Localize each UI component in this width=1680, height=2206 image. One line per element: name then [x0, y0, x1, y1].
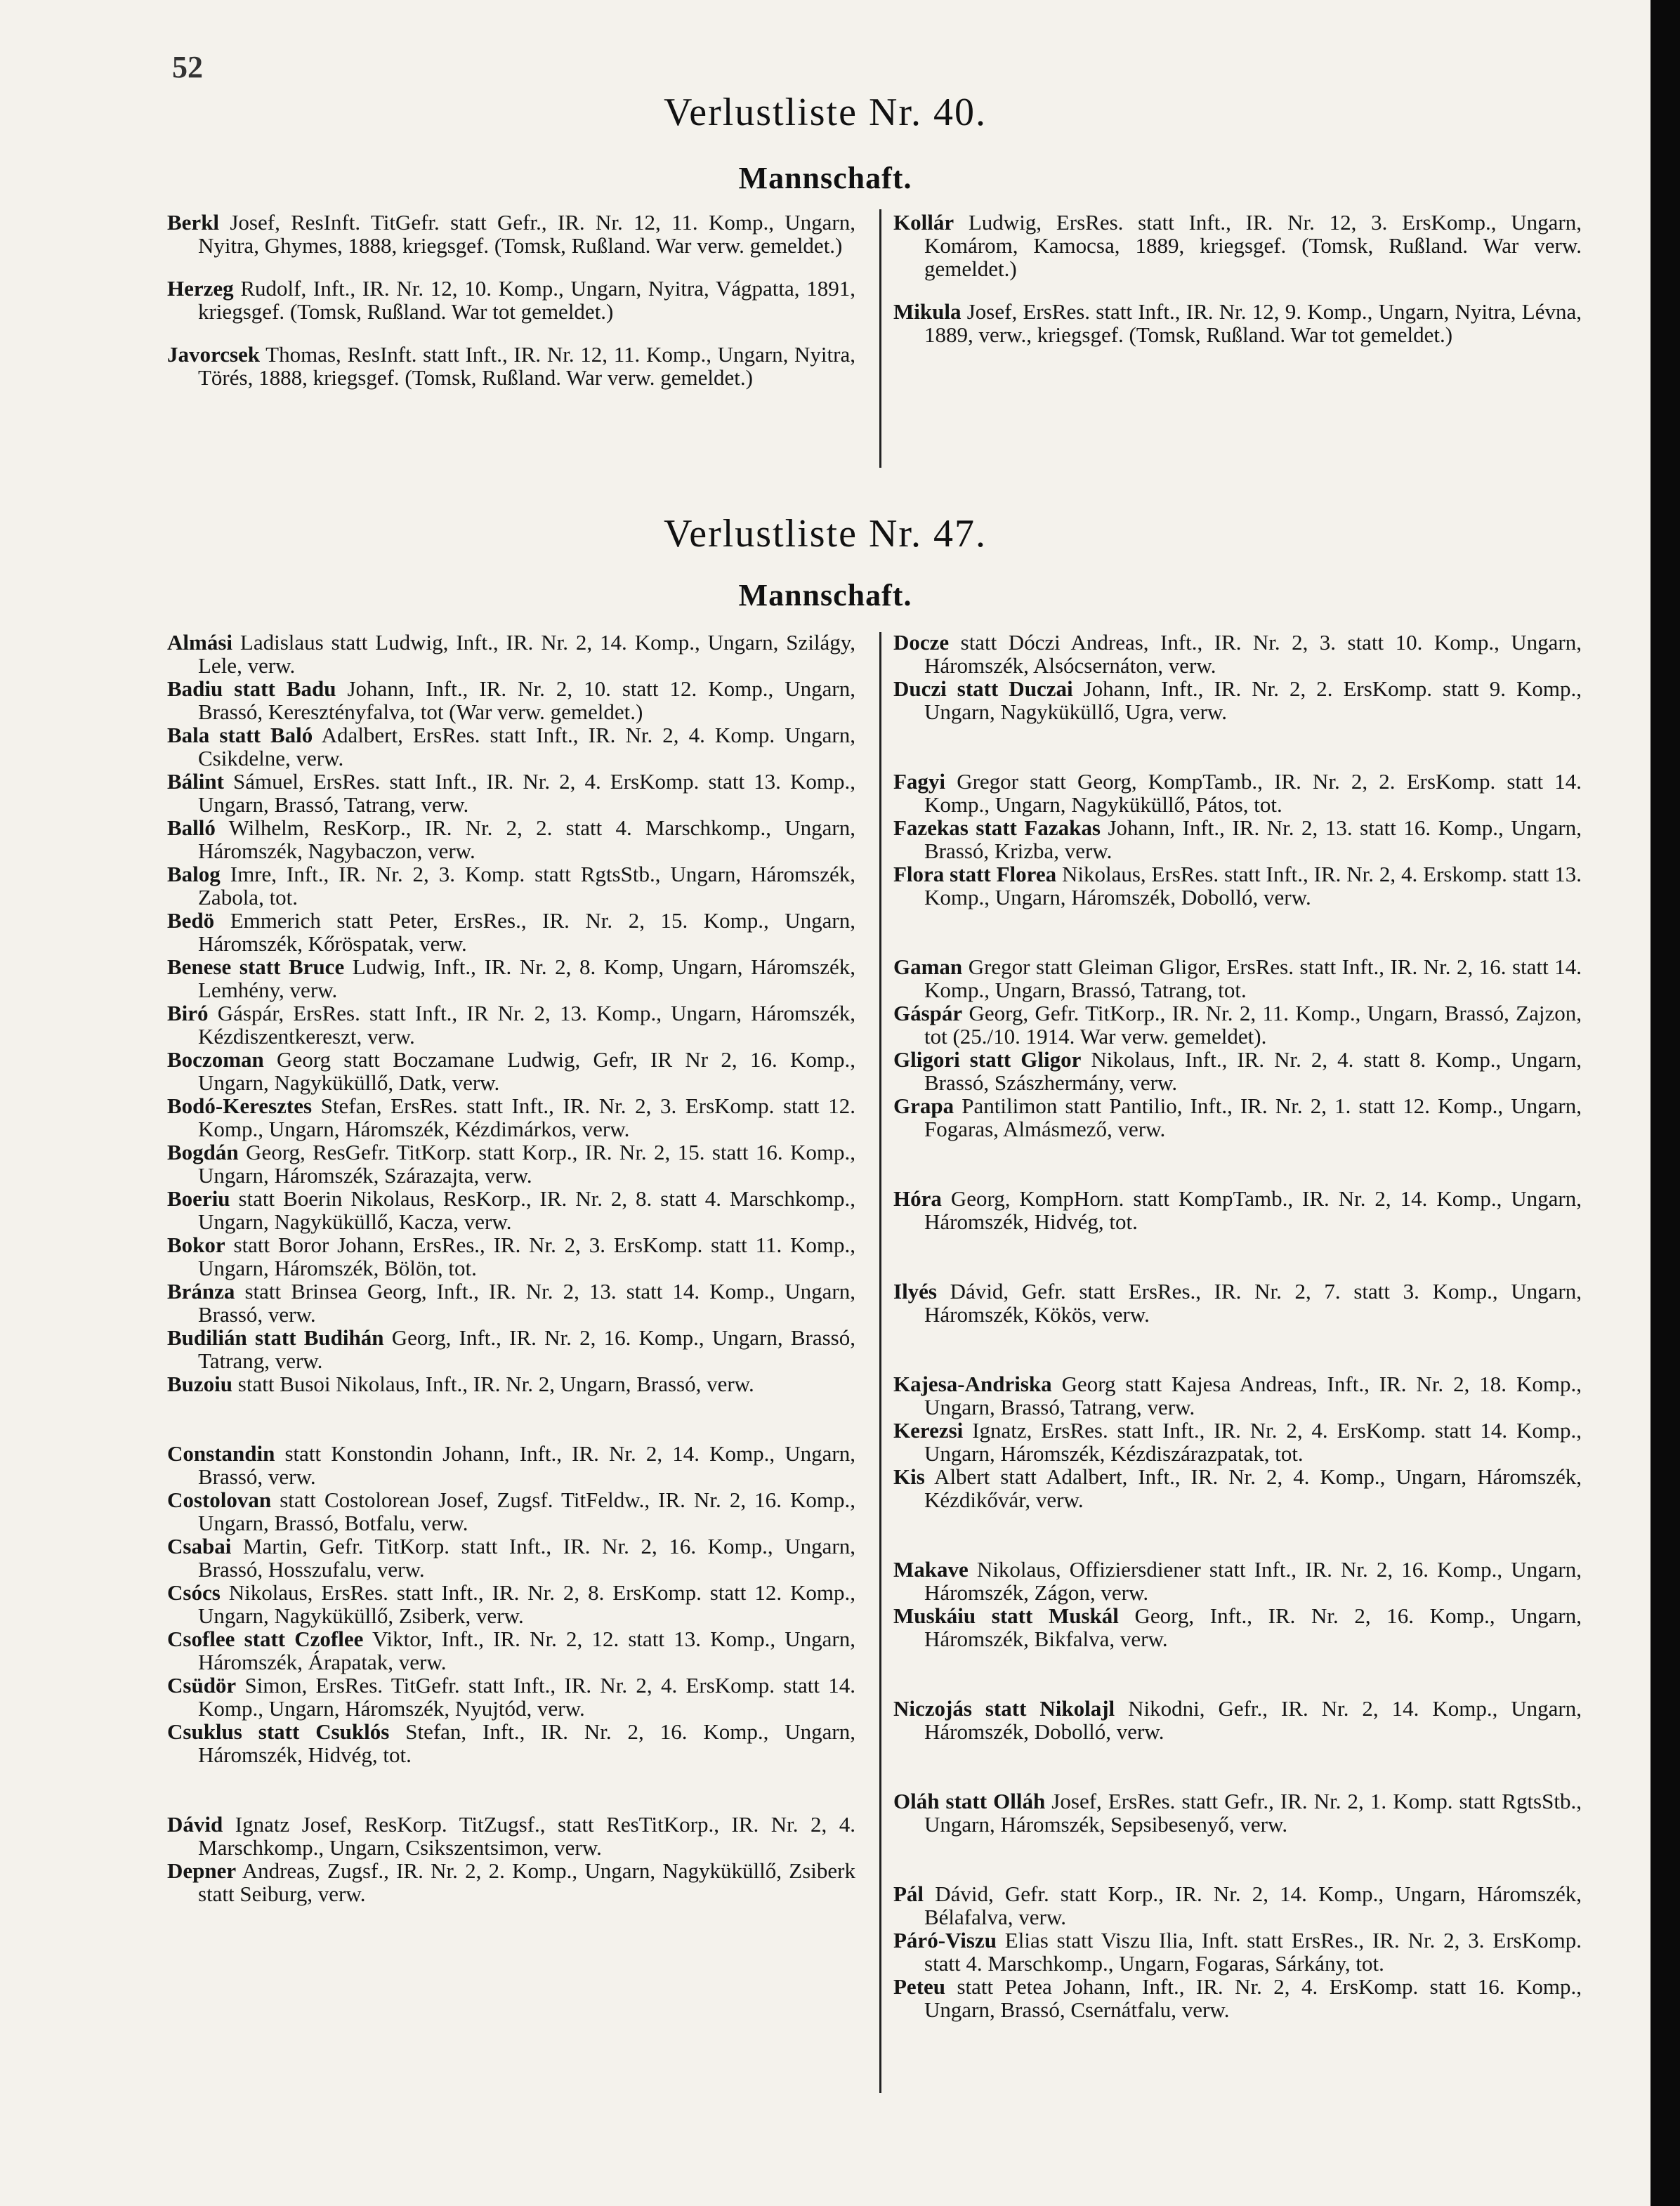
- casualty-name: Almási: [167, 630, 232, 655]
- casualty-details: Stefan, ErsRes. statt Inft., IR. Nr. 2, 3. ErsKomp. statt 12. Komp., Ungarn, Háromszék, Kézdimárkos, verw.: [198, 1094, 855, 1141]
- casualty-entry: [893, 1558, 1582, 1604]
- casualty-name: Budilián statt Budihán: [167, 1325, 384, 1350]
- casualty-entry: [893, 1372, 1582, 1419]
- casualty-entry: [893, 1002, 1582, 1048]
- casualty-entry: [167, 1488, 855, 1535]
- casualty-details: statt Boror Johann, ErsRes., IR. Nr. 2, 3. ErsKomp. statt 11. Komp., Ungarn, Háromszék, Bölön, tot.: [198, 1233, 855, 1280]
- casualty-entry: [167, 1280, 855, 1326]
- casualty-entry: [167, 1187, 855, 1233]
- section-40-left-column: [167, 211, 855, 389]
- casualty-entry: [893, 1604, 1582, 1650]
- casualty-details: Imre, Inft., IR. Nr. 2, 3. Komp. statt RgtsStb., Ungarn, Háromszék, Zabola, tot.: [198, 862, 855, 910]
- casualty-entry: [167, 1326, 855, 1372]
- casualty-entry: [893, 1094, 1582, 1141]
- casualty-entry: [893, 816, 1582, 862]
- casualty-details: Georg, ResGefr. TitKorp. statt Korp., IR. Nr. 2, 15. statt 16. Komp., Ungarn, Háromszék, Szárazajta, verw.: [198, 1140, 855, 1188]
- casualty-details: Stefan, Inft., IR. Nr. 2, 16. Komp., Ungarn, Háromszék, Hidvég, tot.: [198, 1719, 855, 1767]
- casualty-details: Josef, ErsRes. statt Gefr., IR. Nr. 2, 1. Komp. statt RgtsStb., Ungarn, Háromszék, Sepsibesenyő, verw.: [924, 1789, 1582, 1837]
- casualty-details: Georg, KompHorn. statt KompTamb., IR. Nr. 2, 14. Komp., Ungarn, Háromszék, Hidvég, tot.: [924, 1186, 1582, 1234]
- casualty-details: Josef, ResInft. TitGefr. statt Gefr., IR. Nr. 12, 11. Komp., Ungarn, Nyitra, Ghymes, 1888, kriegsgef. (Tomsk, Rußland. War verw. gemeldet.): [198, 210, 855, 258]
- entry-spacer: [893, 1233, 1582, 1280]
- casualty-name: Boczoman: [167, 1047, 264, 1072]
- casualty-entry: [893, 1975, 1582, 2021]
- casualty-name: Csabai: [167, 1534, 232, 1558]
- section-subtitle-40: Mannschaft.: [738, 161, 912, 195]
- entry-spacer: [893, 723, 1582, 770]
- casualty-details: statt Dóczi Andreas, Inft., IR. Nr. 2, 3. statt 10. Komp., Ungarn, Háromszék, Alsócsernáton, verw.: [924, 630, 1582, 678]
- casualty-details: statt Costolorean Josef, Zugsf. TitFeldw., IR. Nr. 2, 16. Komp., Ungarn, Brassó, Botfalu, verw.: [198, 1488, 855, 1535]
- casualty-name: Javorcsek: [167, 342, 261, 367]
- casualty-details: Ludwig, Inft., IR. Nr. 2, 8. Komp, Ungarn, Háromszék, Lemhény, verw.: [198, 954, 855, 1002]
- casualty-name: Constandin: [167, 1441, 275, 1466]
- casualty-details: Pantilimon statt Pantilio, Inft., IR. Nr. 2, 1. statt 12. Komp., Ungarn, Fogaras, Almásmező, verw.: [924, 1094, 1582, 1141]
- casualty-details: statt Brinsea Georg, Inft., IR. Nr. 2, 13. statt 14. Komp., Ungarn, Brassó, verw.: [198, 1279, 855, 1327]
- entry-spacer: [893, 1650, 1582, 1697]
- entry-spacer: [167, 1766, 855, 1813]
- page-number: 52: [172, 50, 203, 84]
- casualty-details: Johann, Inft., IR. Nr. 2, 13. statt 16. Komp., Ungarn, Brassó, Krizba, verw.: [924, 815, 1582, 863]
- casualty-details: statt Boerin Nikolaus, ResKorp., IR. Nr. 2, 8. statt 4. Marschkomp., Ungarn, Nagyküküllő, Kacza, verw.: [198, 1186, 855, 1234]
- casualty-entry: [893, 1882, 1582, 1929]
- casualty-name: Oláh statt Olláh: [893, 1789, 1046, 1813]
- casualty-details: Viktor, Inft., IR. Nr. 2, 12. statt 13. Komp., Ungarn, Háromszék, Árapatak, verw.: [198, 1627, 855, 1674]
- casualty-details: Georg statt Kajesa Andreas, Inft., IR. Nr. 2, 18. Komp., Ungarn, Brassó, Tatrang, verw.: [924, 1372, 1582, 1419]
- casualty-entry: [167, 1813, 855, 1859]
- casualty-entry: [893, 770, 1582, 816]
- casualty-details: Nikolaus, Inft., IR. Nr. 2, 4. statt 8. Komp., Ungarn, Brassó, Szászhermány, verw.: [924, 1047, 1582, 1095]
- entry-spacer: [167, 257, 855, 277]
- casualty-name: Gligori statt Gligor: [893, 1047, 1082, 1072]
- section-40-right-column: [893, 211, 1582, 346]
- casualty-entry: [167, 770, 855, 816]
- casualty-entry: [893, 677, 1582, 723]
- entry-spacer: [893, 1141, 1582, 1187]
- section-title-47: Verlustliste Nr. 47.: [664, 512, 987, 556]
- casualty-name: Balog: [167, 862, 221, 886]
- casualty-entry: [167, 862, 855, 909]
- casualty-details: Nikolaus, ErsRes. statt Inft., IR. Nr. 2, 4. Erskomp. statt 13. Komp., Ungarn, Háromszék, Dobolló, verw.: [924, 862, 1582, 910]
- casualty-name: Bálint: [167, 769, 224, 794]
- casualty-details: Ignatz Josef, ResKorp. TitZugsf., statt ResTitKorp., IR. Nr. 2, 4. Marschkomp., Ungarn, Csikszentsimon, verw.: [198, 1812, 855, 1860]
- casualty-details: Nikolaus, ErsRes. statt Inft., IR. Nr. 2, 8. ErsKomp. statt 12. Komp., Ungarn, Nagyküküllő, Zsiberk, verw.: [198, 1580, 855, 1628]
- casualty-details: Andreas, Zugsf., IR. Nr. 2, 2. Komp., Ungarn, Nagyküküllő, Zsiberk statt Seiburg, verw.: [198, 1858, 855, 1906]
- casualty-entry: [893, 300, 1582, 346]
- casualty-name: Csüdör: [167, 1673, 237, 1698]
- casualty-details: Gregor statt Gleiman Gligor, ErsRes. statt Inft., IR. Nr. 2, 16. statt 14. Komp., Ungarn, Brassó, Tatrang, tot.: [924, 954, 1582, 1002]
- casualty-name: Peteu: [893, 1974, 946, 1999]
- casualty-name: Kerezsi: [893, 1418, 964, 1443]
- entry-spacer: [893, 280, 1582, 300]
- column-divider: [879, 209, 881, 468]
- column-divider: [879, 632, 881, 2093]
- casualty-name: Balló: [167, 815, 216, 840]
- casualty-entry: [167, 1442, 855, 1488]
- casualty-name: Csócs: [167, 1580, 221, 1605]
- casualty-entry: [167, 1141, 855, 1187]
- casualty-entry: [167, 816, 855, 862]
- casualty-entry: [167, 1535, 855, 1581]
- casualty-name: Niczojás statt Nikolajl: [893, 1696, 1115, 1721]
- casualty-name: Flora statt Florea: [893, 862, 1057, 886]
- casualty-details: Georg, Gefr. TitKorp., IR. Nr. 2, 11. Komp., Ungarn, Brassó, Zajzon, tot (25./10. 1914. War verw. gemeldet).: [924, 1001, 1582, 1049]
- casualty-details: Georg, Inft., IR. Nr. 2, 16. Komp., Ungarn, Háromszék, Bikfalva, verw.: [924, 1603, 1582, 1651]
- casualty-entry: [893, 211, 1582, 280]
- casualty-details: Emmerich statt Peter, ErsRes., IR. Nr. 2, 15. Komp., Ungarn, Háromszék, Kőröspatak, verw.: [198, 908, 855, 956]
- casualty-name: Buzoiu: [167, 1372, 233, 1396]
- casualty-details: Elias statt Viszu Ilia, Inft. statt ErsRes., IR. Nr. 2, 3. ErsKomp. statt 4. Marschkomp., Ungarn, Fogaras, Sárkány, tot.: [924, 1928, 1582, 1976]
- casualty-entry: [167, 1674, 855, 1720]
- section-title-40: Verlustliste Nr. 40.: [664, 91, 987, 134]
- casualty-entry: [167, 343, 855, 389]
- casualty-entry: [893, 1419, 1582, 1465]
- casualty-name: Berkl: [167, 210, 220, 235]
- casualty-details: Adalbert, ErsRes. statt Inft., IR. Nr. 2, 4. Komp. Ungarn, Csikdelne, verw.: [198, 723, 855, 770]
- casualty-name: Badiu statt Badu: [167, 676, 336, 701]
- casualty-details: Johann, Inft., IR. Nr. 2, 10. statt 12. Komp., Ungarn, Brassó, Keresztényfalva, tot (War verw. gemeldet.): [198, 676, 856, 724]
- casualty-details: Thomas, ResInft. statt Inft., IR. Nr. 12, 11. Komp., Ungarn, Nyitra, Törés, 1888, kriegsgef. (Tomsk, Rußland. War verw. gemeldet.): [198, 342, 855, 390]
- casualty-name: Duczi statt Duczai: [893, 676, 1073, 701]
- casualty-entry: [167, 1094, 855, 1141]
- entry-spacer: [167, 1396, 855, 1442]
- casualty-details: Wilhelm, ResKorp., IR. Nr. 2, 2. statt 4. Marschkomp., Ungarn, Háromszék, Nagybaczon, verw.: [198, 815, 855, 863]
- casualty-entry: [893, 955, 1582, 1002]
- casualty-entry: [893, 631, 1582, 677]
- casualty-details: statt Busoi Nikolaus, Inft., IR. Nr. 2, Ungarn, Brassó, verw.: [232, 1372, 754, 1396]
- casualty-name: Bala statt Baló: [167, 723, 313, 747]
- casualty-name: Gaman: [893, 954, 963, 979]
- section-47-left-column: [167, 631, 855, 1905]
- casualty-entry: [893, 1048, 1582, 1094]
- casualty-details: Simon, ErsRes. TitGefr. statt Inft., IR. Nr. 2, 4. ErsKomp. statt 14. Komp., Ungarn, Háromszék, Nyujtód, verw.: [198, 1673, 855, 1721]
- casualty-name: Boeriu: [167, 1186, 230, 1211]
- casualty-entry: [167, 277, 855, 323]
- casualty-entry: [167, 1002, 855, 1048]
- entry-spacer: [893, 909, 1582, 955]
- casualty-name: Kajesa-Andriska: [893, 1372, 1052, 1396]
- casualty-name: Grapa: [893, 1094, 954, 1118]
- casualty-details: Gregor statt Georg, KompTamb., IR. Nr. 2, 2. ErsKomp. statt 14. Komp., Ungarn, Nagyküküllő, Pátos, tot.: [924, 769, 1582, 817]
- casualty-name: Dávid: [167, 1812, 223, 1837]
- casualty-details: statt Petea Johann, Inft., IR. Nr. 2, 4. ErsKomp. statt 16. Komp., Ungarn, Brassó, Csernátfalu, verw.: [924, 1974, 1582, 2022]
- casualty-name: Gáspár: [893, 1001, 963, 1025]
- casualty-entry: [167, 1627, 855, 1674]
- casualty-name: Kis: [893, 1464, 925, 1489]
- entry-spacer: [893, 1326, 1582, 1372]
- casualty-entry: [167, 1859, 855, 1905]
- casualty-details: Albert statt Adalbert, Inft., IR. Nr. 2, 4. Komp., Ungarn, Háromszék, Kézdikővár, verw.: [924, 1464, 1582, 1512]
- casualty-entry: [167, 631, 855, 677]
- casualty-name: Benese statt Bruce: [167, 954, 345, 979]
- casualty-details: Ludwig, ErsRes. statt Inft., IR. Nr. 12, 3. ErsKomp., Ungarn, Komárom, Kamocsa, 1889, kriegsgef. (Tomsk, Rußland. War verw. gemeldet.): [924, 210, 1582, 281]
- casualty-name: Hóra: [893, 1186, 942, 1211]
- casualty-entry: [167, 723, 855, 770]
- casualty-name: Csuklus statt Csuklós: [167, 1719, 390, 1744]
- casualty-entry: [167, 1372, 855, 1396]
- casualty-details: statt Konstondin Johann, Inft., IR. Nr. 2, 14. Komp., Ungarn, Brassó, verw.: [198, 1441, 855, 1489]
- casualty-entry: [167, 677, 855, 723]
- casualty-details: Josef, ErsRes. statt Inft., IR. Nr. 12, 9. Komp., Ungarn, Nyitra, Lévna, 1889, verw., kriegsgef. (Tomsk, Rußland. War tot gemeldet.): [924, 299, 1582, 347]
- entry-spacer: [167, 323, 855, 343]
- scan-border: [1651, 0, 1680, 2206]
- casualty-name: Fazekas statt Fazakas: [893, 815, 1101, 840]
- casualty-name: Bránza: [167, 1279, 235, 1304]
- casualty-name: Pál: [893, 1882, 924, 1906]
- entry-spacer: [893, 1836, 1582, 1882]
- casualty-details: Rudolf, Inft., IR. Nr. 12, 10. Komp., Ungarn, Nyitra, Vágpatta, 1891, kriegsgef. (Tomsk, Rußland. War tot gemeldet.): [198, 276, 855, 324]
- casualty-entry: [167, 955, 855, 1002]
- casualty-details: Nikolaus, Offiziersdiener statt Inft., IR. Nr. 2, 16. Komp., Ungarn, Háromszék, Zágon, verw.: [924, 1557, 1582, 1605]
- casualty-name: Depner: [167, 1858, 237, 1883]
- casualty-details: Ignatz, ErsRes. statt Inft., IR. Nr. 2, 4. ErsKomp. statt 14. Komp., Ungarn, Háromszék, Kézdiszárazpatak, tot.: [924, 1418, 1582, 1466]
- casualty-entry: [167, 1581, 855, 1627]
- casualty-name: Biró: [167, 1001, 209, 1025]
- casualty-name: Costolovan: [167, 1488, 272, 1512]
- entry-spacer: [893, 1743, 1582, 1790]
- casualty-details: Sámuel, ErsRes. statt Inft., IR. Nr. 2, 4. ErsKomp. statt 13. Komp., Ungarn, Brassó, Tatrang, verw.: [198, 769, 855, 817]
- casualty-entry: [893, 1790, 1582, 1836]
- casualty-name: Bodó-Keresztes: [167, 1094, 313, 1118]
- entry-spacer: [893, 1511, 1582, 1558]
- casualty-entry: [893, 1280, 1582, 1326]
- casualty-details: Georg, Inft., IR. Nr. 2, 16. Komp., Ungarn, Brassó, Tatrang, verw.: [198, 1325, 855, 1373]
- casualty-name: Docze: [893, 630, 950, 655]
- casualty-name: Bokor: [167, 1233, 225, 1257]
- casualty-name: Bogdán: [167, 1140, 239, 1164]
- casualty-entry: [893, 862, 1582, 909]
- casualty-entry: [167, 1233, 855, 1280]
- casualty-entry: [893, 1697, 1582, 1743]
- casualty-entry: [893, 1465, 1582, 1511]
- casualty-entry: [167, 1048, 855, 1094]
- casualty-name: Páró-Viszu: [893, 1928, 997, 1952]
- casualty-entry: [893, 1929, 1582, 1975]
- casualty-details: Gáspár, ErsRes. statt Inft., IR Nr. 2, 13. Komp., Ungarn, Háromszék, Kézdiszentkereszt, verw.: [198, 1001, 855, 1049]
- casualty-entry: [167, 909, 855, 955]
- casualty-details: Georg statt Boczamane Ludwig, Gefr, IR Nr 2, 16. Komp., Ungarn, Nagyküküllő, Datk, verw.: [198, 1047, 855, 1095]
- casualty-name: Herzeg: [167, 276, 234, 301]
- casualty-details: Ladislaus statt Ludwig, Inft., IR. Nr. 2, 14. Komp., Ungarn, Szilágy, Lele, verw.: [198, 630, 855, 678]
- casualty-name: Muskáiu statt Muskál: [893, 1603, 1119, 1628]
- casualty-details: Nikodni, Gefr., IR. Nr. 2, 14. Komp., Ungarn, Háromszék, Dobolló, verw.: [924, 1696, 1582, 1744]
- casualty-details: Dávid, Gefr. statt Korp., IR. Nr. 2, 14. Komp., Ungarn, Háromszék, Bélafalva, verw.: [924, 1882, 1582, 1929]
- casualty-name: Fagyi: [893, 769, 946, 794]
- casualty-name: Bedö: [167, 908, 215, 933]
- casualty-entry: [893, 1187, 1582, 1233]
- casualty-name: Makave: [893, 1557, 969, 1582]
- casualty-name: Ilyés: [893, 1279, 937, 1304]
- casualty-name: Kollár: [893, 210, 954, 235]
- casualty-details: Martin, Gefr. TitKorp. statt Inft., IR. Nr. 2, 16. Komp., Ungarn, Brassó, Hosszufalu, verw.: [198, 1534, 855, 1582]
- casualty-details: Johann, Inft., IR. Nr. 2, 2. ErsKomp. statt 9. Komp., Ungarn, Nagyküküllő, Ugra, verw.: [924, 676, 1582, 724]
- section-subtitle-47: Mannschaft.: [738, 578, 912, 612]
- casualty-entry: [167, 1720, 855, 1766]
- section-47-right-column: [893, 631, 1582, 2021]
- casualty-name: Mikula: [893, 299, 962, 324]
- casualty-entry: [167, 211, 855, 257]
- casualty-details: Dávid, Gefr. statt ErsRes., IR. Nr. 2, 7. statt 3. Komp., Ungarn, Háromszék, Kökös, verw.: [924, 1279, 1582, 1327]
- casualty-name: Csoflee statt Czoflee: [167, 1627, 364, 1651]
